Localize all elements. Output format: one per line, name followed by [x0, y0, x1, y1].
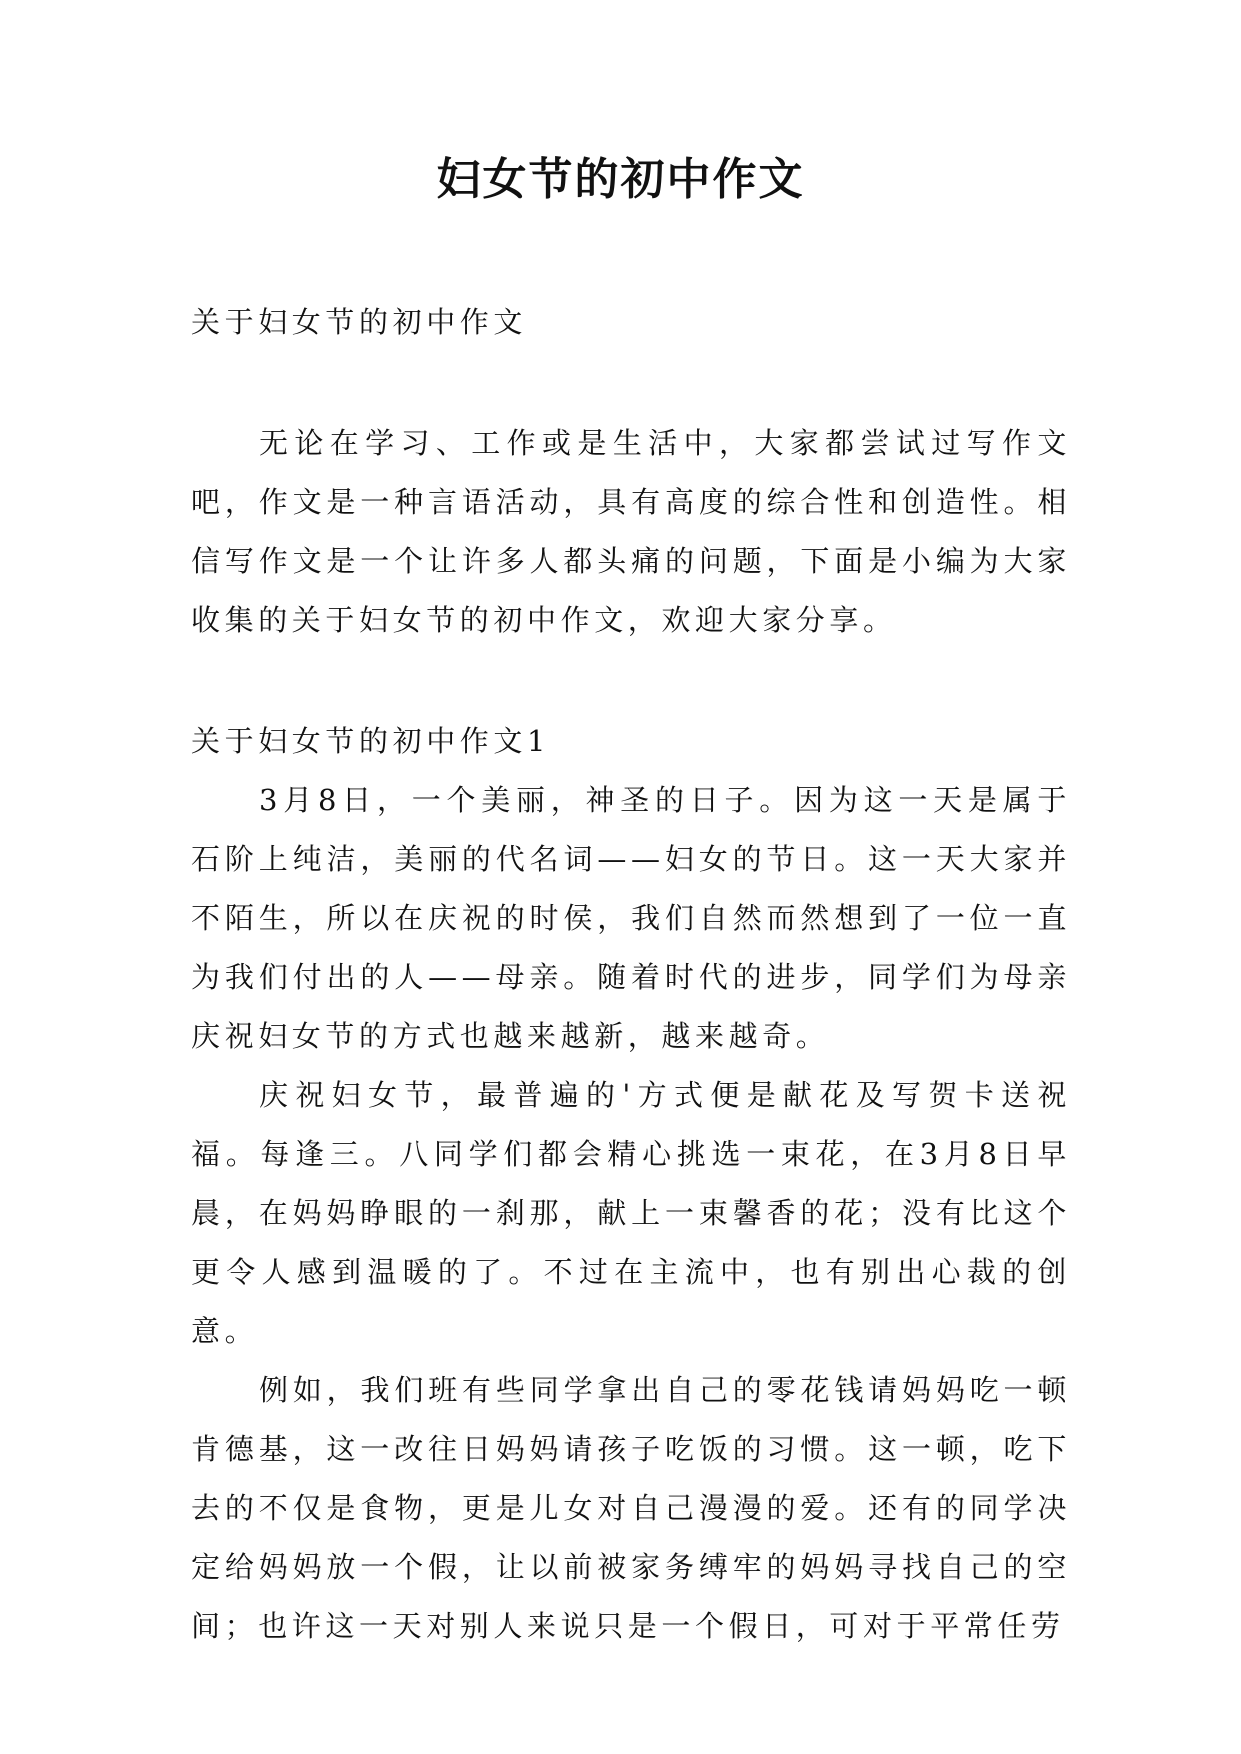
- body-paragraph-1: 3月8日，一个美丽，神圣的日子。因为这一天是属于石阶上纯洁，美丽的代名词——妇女的节日。这一天大家并不陌生，所以在庆祝的时侯，我们自然而然想到了一位一直为我们付出的人——母亲。随着时代的进步，同学们为母亲庆祝妇女节的方式也越来越新，越来越奇。: [191, 783, 1071, 1053]
- subtitle-line: 关于妇女节的初中作文: [191, 305, 528, 339]
- document-title: 妇女节的初中作文: [436, 154, 805, 205]
- body-paragraph-3: 例如，我们班有些同学拿出自己的零花钱请妈妈吃一顿肯德基，这一改往日妈妈请孩子吃饭的习惯。这一顿，吃下去的不仅是食物，更是儿女对自己漫漫的爱。还有的同学决定给妈妈放一个假，让以前被家务缚牢的妈妈寻找自己的空间；也许这一天对别人来说只是一个假日，可对于平常任劳: [191, 1373, 1071, 1643]
- intro-paragraph: 无论在学习、工作或是生活中，大家都尝试过写作文吧，作文是一种言语活动，具有高度的综合性和创造性。相信写作文是一个让许多人都头痛的问题，下面是小编为大家收集的关于妇女节的初中作文，欢迎大家分享。: [191, 426, 1071, 637]
- body-paragraph-2: 庆祝妇女节，最普遍的'方式便是献花及写贺卡送祝福。每逢三。八同学们都会精心挑选一束花，在3月8日早晨，在妈妈睁眼的一刹那，献上一束馨香的花；没有比这个更令人感到温暖的了。不过在主流中，也有别出心裁的创意。: [191, 1078, 1071, 1348]
- section-heading: 关于妇女节的初中作文1: [191, 724, 551, 758]
- document-body: [191, 293, 1071, 1656]
